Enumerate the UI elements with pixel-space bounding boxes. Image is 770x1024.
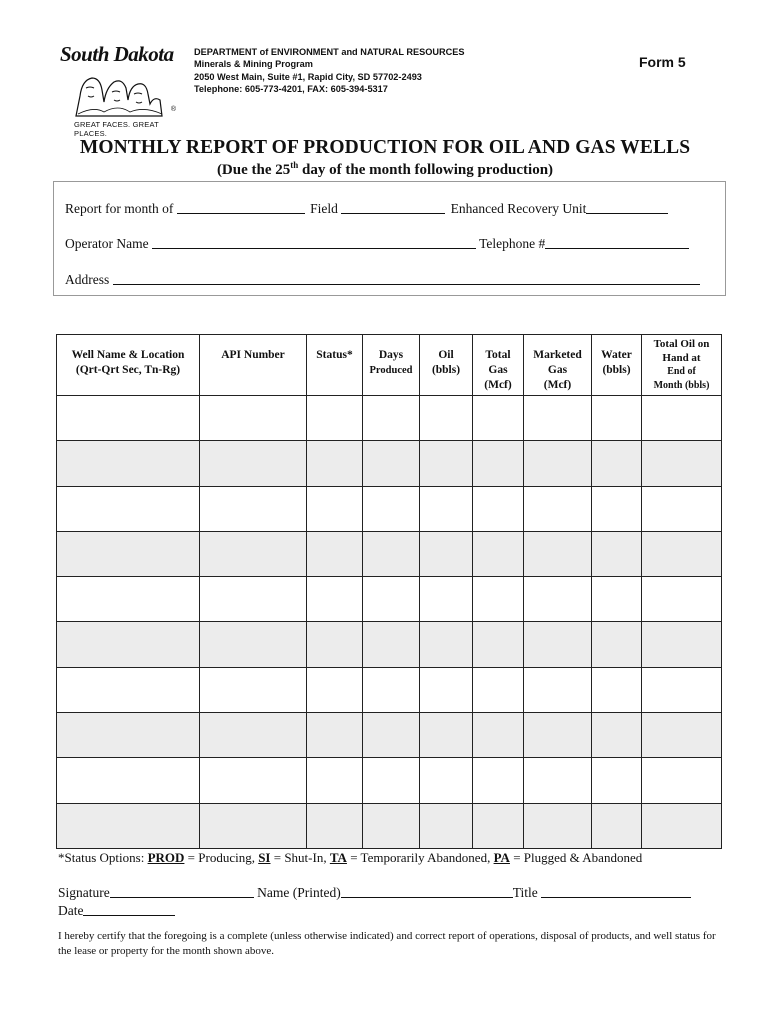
table-cell[interactable]	[57, 803, 200, 848]
table-cell[interactable]	[642, 486, 722, 531]
table-cell[interactable]	[57, 622, 200, 667]
table-cell[interactable]	[592, 803, 642, 848]
title-field[interactable]	[541, 885, 691, 898]
table-cell[interactable]	[473, 486, 524, 531]
address-label: Address	[65, 272, 110, 287]
table-cell[interactable]	[524, 667, 592, 712]
table-cell[interactable]	[307, 441, 363, 486]
report-month-field[interactable]	[177, 201, 305, 214]
printed-name-field[interactable]	[341, 885, 513, 898]
certification-statement: I hereby certify that the foregoing is a complete (unless otherwise indicated) and correct report of operations, disposal of products, and well status for the lease or property for the month shown above.	[58, 930, 716, 957]
table-cell[interactable]	[307, 713, 363, 758]
table-cell[interactable]	[420, 622, 473, 667]
table-cell[interactable]	[473, 396, 524, 441]
table-cell[interactable]	[420, 486, 473, 531]
table-cell[interactable]	[642, 577, 722, 622]
col-well-name: Well Name & Location (Qrt-Qrt Sec, Tn-Rg)	[57, 335, 200, 396]
telephone-label: Telephone #	[479, 236, 546, 251]
table-cell[interactable]	[363, 622, 420, 667]
table-cell[interactable]	[473, 622, 524, 667]
mount-rushmore-icon	[74, 66, 164, 118]
production-table	[56, 334, 722, 849]
table-cell[interactable]	[592, 577, 642, 622]
telephone-field[interactable]	[545, 236, 689, 249]
table-cell[interactable]	[420, 803, 473, 848]
status-code-ta: TA	[329, 850, 347, 865]
table-cell[interactable]	[642, 396, 722, 441]
table-cell[interactable]	[524, 758, 592, 803]
table-cell[interactable]	[57, 486, 200, 531]
department-address: 2050 West Main, Suite #1, Rapid City, SD 57702-2493	[194, 71, 422, 82]
table-cell[interactable]	[307, 758, 363, 803]
table-cell[interactable]	[363, 441, 420, 486]
table-cell[interactable]	[307, 531, 363, 576]
table-cell[interactable]	[473, 713, 524, 758]
department-name: DEPARTMENT of ENVIRONMENT and NATURAL RESOURCES	[194, 47, 465, 57]
table-cell[interactable]	[524, 396, 592, 441]
table-cell[interactable]	[420, 531, 473, 576]
table-row	[57, 713, 722, 758]
table-cell[interactable]	[473, 577, 524, 622]
table-cell[interactable]	[307, 803, 363, 848]
table-cell[interactable]	[592, 531, 642, 576]
signature-field[interactable]	[110, 885, 254, 898]
table-cell[interactable]	[524, 441, 592, 486]
table-cell[interactable]	[200, 486, 307, 531]
table-cell[interactable]	[307, 577, 363, 622]
date-line	[58, 903, 175, 919]
signature-label: Signature	[58, 885, 110, 900]
report-info-line-1	[65, 201, 668, 217]
report-info-line-2	[65, 236, 689, 252]
col-marketed-gas: Marketed Gas (Mcf)	[524, 335, 592, 396]
address-field[interactable]	[113, 272, 700, 285]
table-cell[interactable]	[473, 441, 524, 486]
date-label: Date	[58, 903, 84, 918]
table-row	[57, 441, 722, 486]
col-api-number: API Number	[200, 335, 307, 396]
enhanced-recovery-field[interactable]	[586, 201, 668, 214]
report-info-line-3	[65, 272, 700, 288]
table-row	[57, 396, 722, 441]
table-cell[interactable]	[420, 667, 473, 712]
table-cell[interactable]	[524, 486, 592, 531]
table-cell[interactable]	[473, 803, 524, 848]
table-row	[57, 531, 722, 576]
table-cell[interactable]	[420, 396, 473, 441]
table-cell[interactable]	[524, 622, 592, 667]
operator-name-field[interactable]	[152, 236, 476, 249]
table-cell[interactable]	[307, 622, 363, 667]
table-header-row	[57, 335, 722, 396]
table-cell[interactable]	[592, 667, 642, 712]
table-cell[interactable]	[592, 396, 642, 441]
table-cell[interactable]	[642, 667, 722, 712]
table-cell[interactable]	[200, 531, 307, 576]
table-cell[interactable]	[524, 577, 592, 622]
table-cell[interactable]	[57, 441, 200, 486]
logo-tagline: GREAT FACES. GREAT PLACES.	[74, 120, 159, 138]
table-row	[57, 486, 722, 531]
table-cell[interactable]	[524, 713, 592, 758]
signature-line	[58, 885, 691, 901]
table-cell[interactable]	[642, 441, 722, 486]
page-title: MONTHLY REPORT OF PRODUCTION FOR OIL AND GAS WELLS	[79, 137, 691, 158]
table-row	[57, 667, 722, 712]
department-block	[194, 46, 465, 96]
table-cell[interactable]	[307, 396, 363, 441]
table-cell[interactable]	[420, 577, 473, 622]
table-cell[interactable]	[473, 758, 524, 803]
table-cell[interactable]	[307, 667, 363, 712]
table-cell[interactable]	[200, 577, 307, 622]
table-cell[interactable]	[200, 758, 307, 803]
registered-mark: ®	[170, 106, 176, 113]
table-cell[interactable]	[524, 803, 592, 848]
col-oil: Oil (bbls)	[420, 335, 473, 396]
table-row	[57, 758, 722, 803]
table-cell[interactable]	[363, 577, 420, 622]
date-field[interactable]	[83, 903, 175, 916]
table-cell[interactable]	[57, 577, 200, 622]
table-cell[interactable]	[57, 713, 200, 758]
table-row	[57, 622, 722, 667]
field-input[interactable]	[341, 201, 445, 214]
table-cell[interactable]	[200, 803, 307, 848]
col-status: Status*	[307, 335, 363, 396]
table-cell[interactable]	[57, 396, 200, 441]
table-cell[interactable]	[524, 531, 592, 576]
table-cell[interactable]	[592, 622, 642, 667]
table-cell[interactable]	[57, 667, 200, 712]
table-cell[interactable]	[420, 441, 473, 486]
status-code-si: SI	[258, 850, 271, 865]
status-code-prod: PROD	[147, 850, 185, 865]
col-total-gas: Total Gas (Mcf)	[473, 335, 524, 396]
title-label: Title	[512, 885, 538, 900]
table-row	[57, 803, 722, 848]
table-cell[interactable]	[420, 713, 473, 758]
table-cell[interactable]	[592, 441, 642, 486]
table-cell[interactable]	[200, 713, 307, 758]
table-cell[interactable]	[363, 803, 420, 848]
table-cell[interactable]	[642, 758, 722, 803]
table-cell[interactable]	[200, 396, 307, 441]
page-subtitle: (Due the 25th day of the month following production)	[216, 160, 554, 178]
table-cell[interactable]	[200, 667, 307, 712]
col-days-produced: Days Produced	[363, 335, 420, 396]
printed-name-label: Name (Printed)	[257, 885, 341, 900]
table-cell[interactable]	[473, 531, 524, 576]
table-cell[interactable]	[363, 531, 420, 576]
report-info-box	[53, 181, 726, 296]
logo-script-text: South Dakota	[60, 42, 174, 66]
table-cell[interactable]	[592, 758, 642, 803]
table-cell[interactable]	[473, 667, 524, 712]
table-cell[interactable]	[57, 758, 200, 803]
col-oil-on-hand: Total Oil on Hand at End of Month (bbls)	[642, 335, 722, 396]
department-telephone: Telephone: 605-773-4201, FAX: 605-394-5317	[194, 84, 388, 95]
field-label: Field	[310, 201, 338, 216]
table-cell[interactable]	[307, 486, 363, 531]
table-cell[interactable]	[642, 622, 722, 667]
table-cell[interactable]	[57, 531, 200, 576]
status-code-pa: PA	[493, 850, 510, 865]
table-cell[interactable]	[363, 713, 420, 758]
table-cell[interactable]	[363, 396, 420, 441]
table-cell[interactable]	[363, 486, 420, 531]
table-cell[interactable]	[642, 713, 722, 758]
table-cell[interactable]	[642, 531, 722, 576]
table-cell[interactable]	[363, 758, 420, 803]
program-name: Minerals & Mining Program	[194, 59, 313, 70]
table-cell[interactable]	[642, 803, 722, 848]
table-row	[57, 577, 722, 622]
table-cell[interactable]	[200, 622, 307, 667]
enhanced-recovery-label: Enhanced Recovery Unit	[450, 201, 587, 216]
col-water: Water (bbls)	[592, 335, 642, 396]
table-cell[interactable]	[420, 758, 473, 803]
report-month-label: Report for month of	[65, 201, 174, 216]
table-cell[interactable]	[200, 441, 307, 486]
operator-name-label: Operator Name	[65, 236, 149, 251]
table-cell[interactable]	[592, 713, 642, 758]
form-number: Form 5	[639, 54, 686, 70]
table-cell[interactable]	[592, 486, 642, 531]
south-dakota-logo	[60, 42, 178, 138]
table-cell[interactable]	[363, 667, 420, 712]
status-options-note: *Status Options: PROD = Producing, SI = Shut-In, TA = Temporarily Abandoned, PA = Plugged & Abandoned	[58, 850, 643, 865]
